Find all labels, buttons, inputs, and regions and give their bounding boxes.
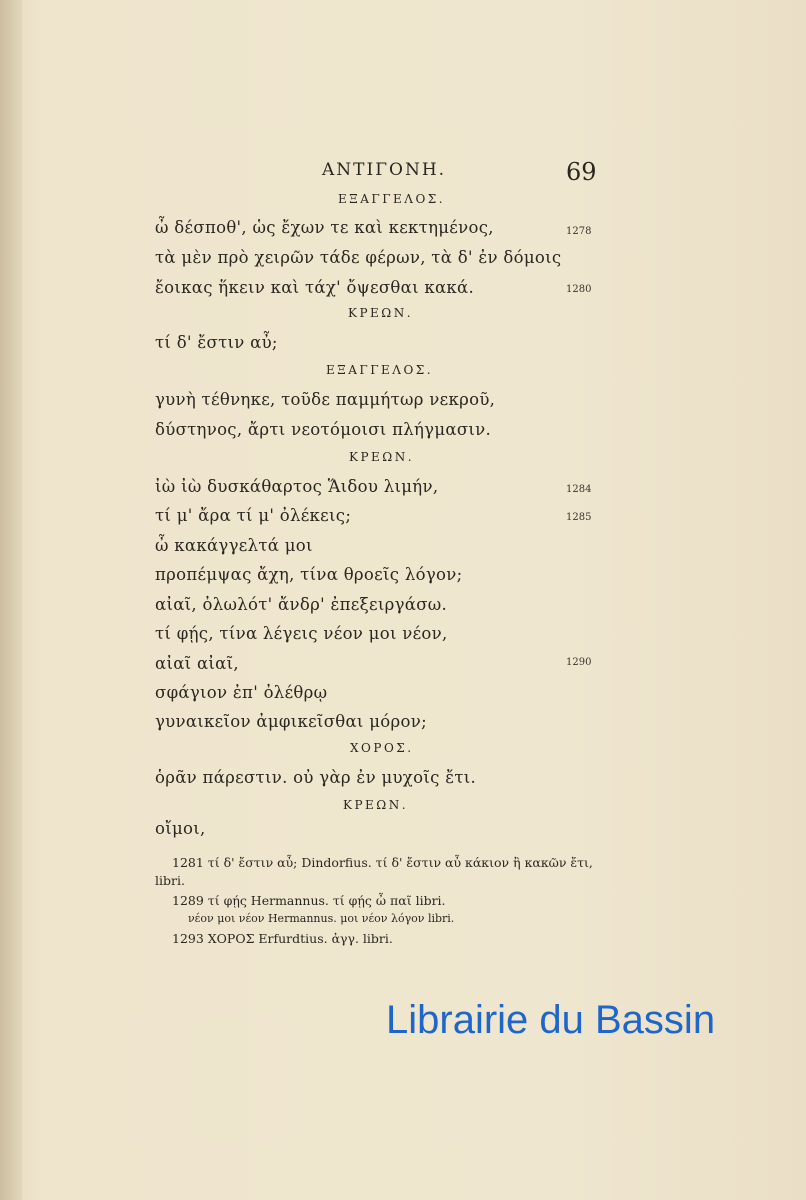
apparatus-note: 1281 τί δ' ἔστιν αὖ; Dindorfius. τί δ' ἔστιν αὖ κάκιον ἢ κακῶν ἔτι, [172,855,593,870]
verse-line: ὦ δέσποθ', ὡς ἔχων τε καὶ κεκτημένος, [155,218,494,237]
speaker-heading: ΚΡΕΩΝ. [343,798,409,812]
verse-line: γυνὴ τέθνηκε, τοῦδε παμμήτωρ νεκροῦ, [155,390,496,409]
page-number: 69 [566,158,597,186]
line-number: 1285 [566,512,592,523]
line-number: 1280 [566,284,592,295]
speaker-heading: ΕΞΑΓΓΕΛΟΣ. [326,363,434,377]
verse-line: ἔοικας ἥκειν καὶ τάχ' ὄψεσθαι κακά. [155,278,475,297]
line-number: 1290 [566,657,592,668]
apparatus-note: 1293 ΧΟΡΟΣ Erfurdtius. ἀγγ. libri. [172,931,393,946]
apparatus-note: νέον μοι νέον Hermannus. μοι νέον λόγον libri. [188,912,455,925]
verse-line: τί φῄς, τίνα λέγεις νέον μοι νέον, [155,624,448,643]
page-gutter [0,0,22,1200]
verse-line: τί δ' ἔστιν αὖ; [155,333,278,352]
verse-line: αἰαῖ αἰαῖ, [155,654,239,673]
apparatus-note: libri. [155,873,185,888]
running-title: ΑΝΤΙΓΟΝΗ. [322,160,447,180]
verse-line: ὦ κακάγγελτά μοι [155,536,313,555]
verse-line: προπέμψας ἄχη, τίνα θροεῖς λόγον; [155,565,463,584]
verse-line: γυναικεῖον ἀμφικεῖσθαι μόρον; [155,712,427,731]
line-number: 1284 [566,484,592,495]
verse-line: ὁρᾶν πάρεστιν. οὐ γὰρ ἐν μυχοῖς ἔτι. [155,768,477,787]
speaker-heading: ΕΞΑΓΓΕΛΟΣ. [338,192,446,206]
verse-line: τί μ' ἄρα τί μ' ὀλέκεις; [155,506,352,525]
verse-line: ἰὼ ἰὼ δυσκάθαρτος Ἅιδου λιμήν, [155,477,439,496]
speaker-heading: ΚΡΕΩΝ. [349,450,415,464]
verse-line: τὰ μὲν πρὸ χειρῶν τάδε φέρων, τὰ δ' ἐν δόμοις [155,248,562,267]
apparatus-note: 1289 τί φῄς Hermannus. τί φῄς ὦ παῖ libri. [172,893,446,908]
verse-line: δύστηνος, ἄρτι νεοτόμοισι πλήγμασιν. [155,420,492,439]
speaker-heading: ΧΟΡΟΣ. [350,741,414,755]
verse-line: αἰαῖ, ὀλωλότ' ἄνδρ' ἐπεξειργάσω. [155,595,448,614]
seller-watermark: Librairie du Bassin [386,998,716,1042]
verse-line: οἴμοι, [155,819,206,838]
line-number: 1278 [566,226,592,237]
speaker-heading: ΚΡΕΩΝ. [348,306,414,320]
verse-line: σφάγιον ἐπ' ὀλέθρῳ [155,683,328,702]
